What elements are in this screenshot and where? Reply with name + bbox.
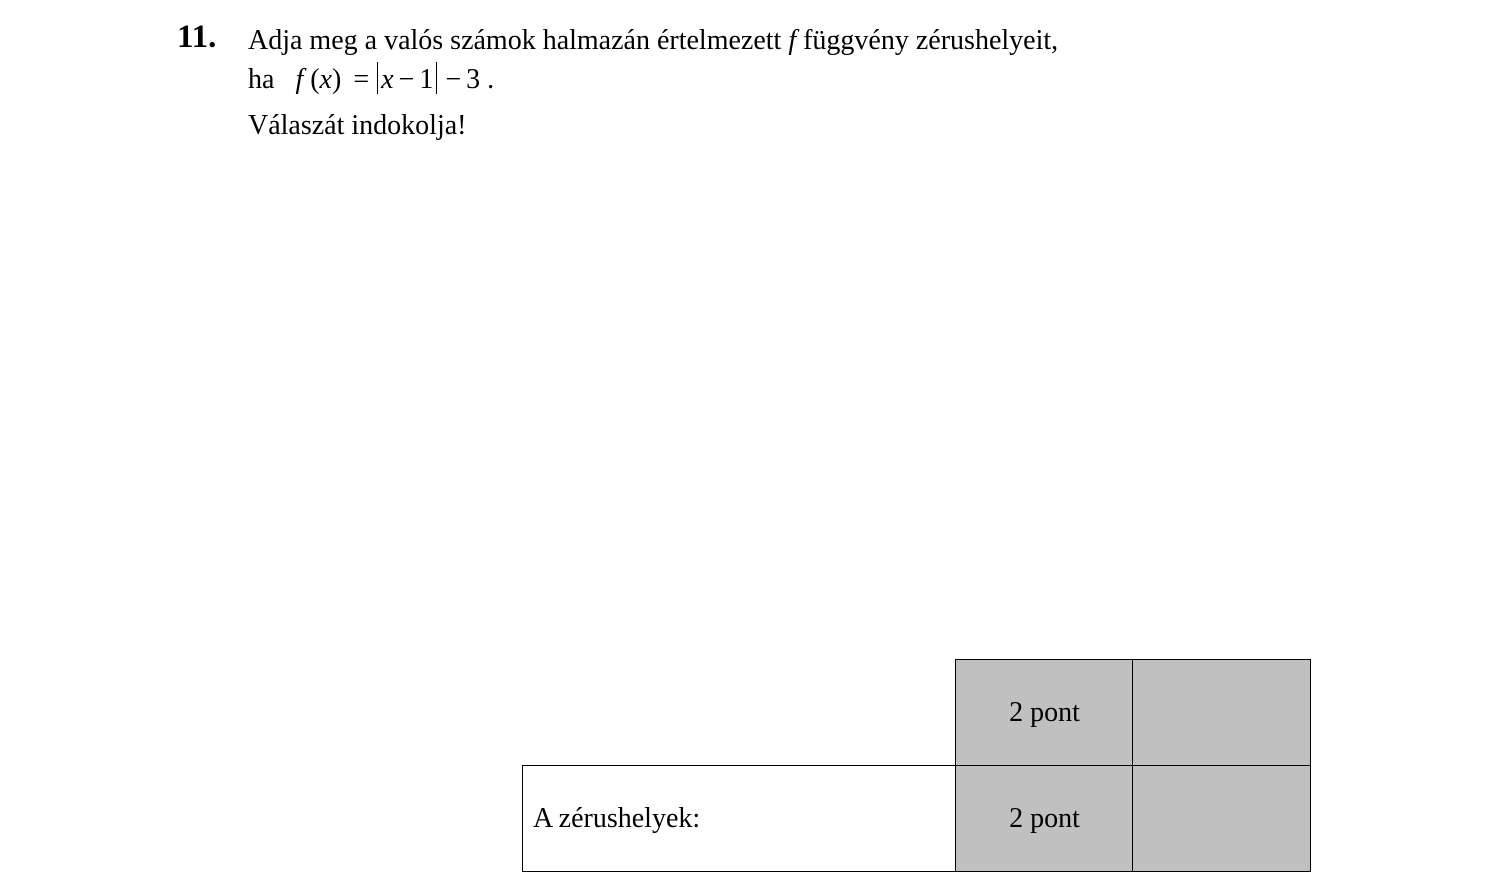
points-cell-row2: 2 pont (955, 765, 1134, 872)
abs-right-bar (436, 62, 437, 94)
points-cell-row1: 2 pont (955, 659, 1134, 766)
formula-equals: = (353, 64, 370, 95)
formula-x: x (319, 64, 332, 95)
formula-close-paren: ) (331, 64, 342, 95)
zero-points-label-cell: A zérushelyek: (522, 765, 957, 872)
task-statement-text-rest: függvény zérushelyeit, (803, 25, 1059, 56)
formula-abs-x: x (381, 64, 394, 95)
line2-prefix: ha (248, 64, 275, 95)
function-formula (295, 64, 494, 95)
formula-open-paren: ( (310, 64, 320, 95)
formula-f: f (295, 64, 304, 95)
formula-three: 3 (466, 64, 481, 95)
task-statement-line-1 (248, 24, 1058, 58)
abs-left-bar (377, 62, 378, 94)
task-instruction: Válaszát indokolja! (248, 110, 467, 141)
task-statement-line-2 (248, 62, 494, 97)
formula-minus-2: − (445, 64, 462, 95)
formula-period: . (487, 64, 495, 95)
formula-minus-1: − (398, 64, 415, 95)
score-cell-row1[interactable] (1132, 659, 1311, 766)
formula-one: 1 (419, 64, 434, 95)
score-cell-row2[interactable] (1132, 765, 1311, 872)
function-name: f (788, 25, 797, 56)
task-statement-text: Adja meg a valós számok halmazán értelmezett (248, 25, 782, 56)
task-number: 11. (177, 19, 217, 55)
